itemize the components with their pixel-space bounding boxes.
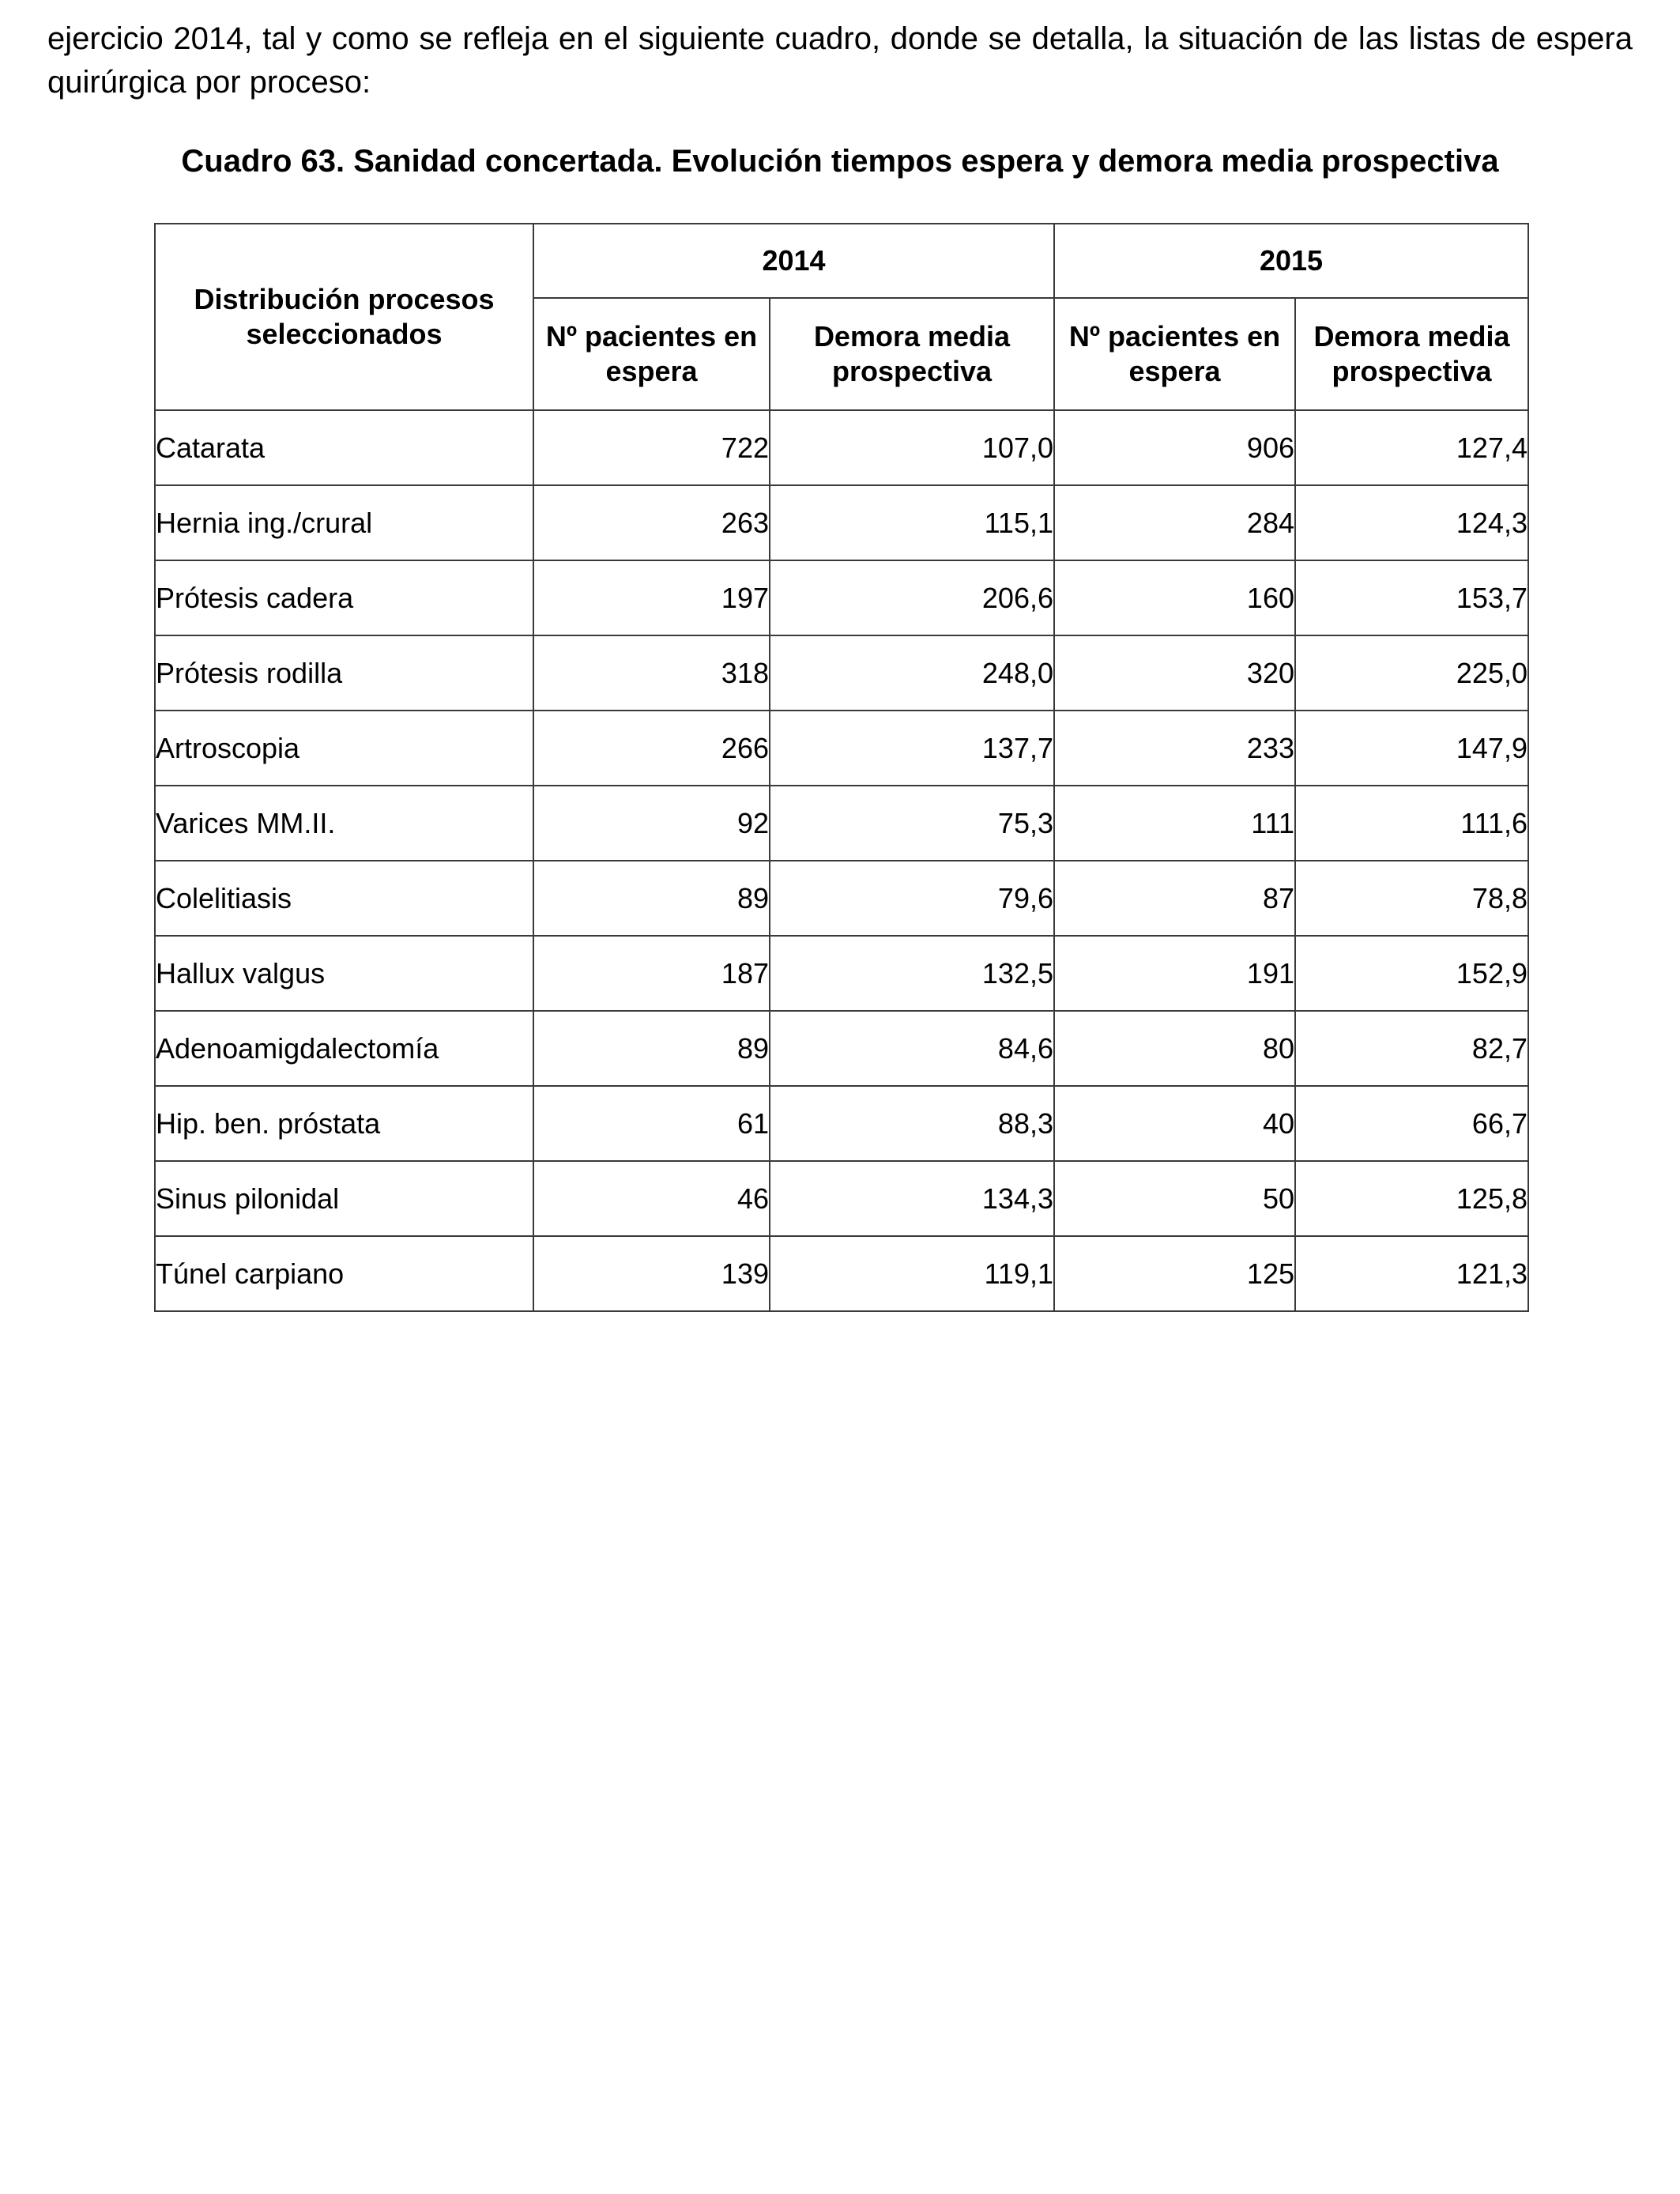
table-body — [155, 410, 1528, 1311]
delay-2014-cell: 132,5 — [770, 936, 1054, 1011]
table-caption: Cuadro 63. Sanidad concertada. Evolución tiempos espera y demora media prospectiva — [181, 144, 1499, 179]
waiting-list-table — [154, 223, 1529, 1312]
process-name: Túnel carpiano — [155, 1236, 533, 1311]
patients-2014-cell: 139 — [533, 1236, 770, 1311]
patients-2015-cell: 906 — [1054, 410, 1295, 485]
delay-2015-cell: 125,8 — [1295, 1161, 1528, 1236]
delay-2014-cell: 88,3 — [770, 1086, 1054, 1161]
process-name: Hallux valgus — [155, 936, 533, 1011]
table-row — [155, 1086, 1528, 1161]
table-row — [155, 560, 1528, 635]
process-name: Hip. ben. próstata — [155, 1086, 533, 1161]
table-row — [155, 1011, 1528, 1086]
delay-2015-cell: 82,7 — [1295, 1011, 1528, 1086]
delay-2014-cell: 248,0 — [770, 635, 1054, 711]
patients-2015-cell: 320 — [1054, 635, 1295, 711]
year-header-2014: 2014 — [533, 224, 1054, 298]
patients-header-2014: Nº pacientes en espera — [533, 298, 770, 410]
process-name: Prótesis cadera — [155, 560, 533, 635]
delay-2014-cell: 206,6 — [770, 560, 1054, 635]
delay-2015-cell: 78,8 — [1295, 861, 1528, 936]
patients-2015-cell: 80 — [1054, 1011, 1295, 1086]
patients-2014-cell: 89 — [533, 861, 770, 936]
process-name: Prótesis rodilla — [155, 635, 533, 711]
process-name: Catarata — [155, 410, 533, 485]
delay-2014-cell: 119,1 — [770, 1236, 1054, 1311]
delay-2015-cell: 111,6 — [1295, 786, 1528, 861]
patients-2014-cell: 46 — [533, 1161, 770, 1236]
patients-2014-cell: 61 — [533, 1086, 770, 1161]
delay-2015-cell: 147,9 — [1295, 711, 1528, 786]
patients-2014-cell: 187 — [533, 936, 770, 1011]
delay-2014-cell: 79,6 — [770, 861, 1054, 936]
delay-header-2014: Demora media prospectiva — [770, 298, 1054, 410]
process-name: Varices MM.II. — [155, 786, 533, 861]
patients-header-2015: Nº pacientes en espera — [1054, 298, 1295, 410]
delay-2015-cell: 225,0 — [1295, 635, 1528, 711]
patients-2015-cell: 40 — [1054, 1086, 1295, 1161]
process-name: Sinus pilonidal — [155, 1161, 533, 1236]
patients-2014-cell: 263 — [533, 485, 770, 560]
patients-2014-cell: 89 — [533, 1011, 770, 1086]
delay-2015-cell: 124,3 — [1295, 485, 1528, 560]
process-name: Hernia ing./crural — [155, 485, 533, 560]
patients-2015-cell: 233 — [1054, 711, 1295, 786]
intro-paragraph: ejercicio 2014, tal y como se refleja en el siguiente cuadro, donde se detalla, la situación de las listas de espera quirúrgica por proceso: — [47, 21, 1633, 100]
patients-2014-cell: 318 — [533, 635, 770, 711]
patients-2015-cell: 87 — [1054, 861, 1295, 936]
patients-2015-cell: 111 — [1054, 786, 1295, 861]
table-row — [155, 635, 1528, 711]
process-name: Artroscopia — [155, 711, 533, 786]
delay-header-2015: Demora media prospectiva — [1295, 298, 1528, 410]
delay-2014-cell: 84,6 — [770, 1011, 1054, 1086]
patients-2015-cell: 50 — [1054, 1161, 1295, 1236]
delay-2014-cell: 115,1 — [770, 485, 1054, 560]
table-row — [155, 786, 1528, 861]
table-row — [155, 410, 1528, 485]
table-row — [155, 861, 1528, 936]
delay-2014-cell: 75,3 — [770, 786, 1054, 861]
table-row — [155, 1236, 1528, 1311]
patients-2015-cell: 160 — [1054, 560, 1295, 635]
patients-2015-cell: 191 — [1054, 936, 1295, 1011]
patients-2014-cell: 92 — [533, 786, 770, 861]
patients-2014-cell: 197 — [533, 560, 770, 635]
delay-2014-cell: 137,7 — [770, 711, 1054, 786]
delay-2014-cell: 134,3 — [770, 1161, 1054, 1236]
process-column-header: Distribución procesos seleccionados — [155, 224, 533, 410]
table-row — [155, 485, 1528, 560]
process-name: Adenoamigdalectomía — [155, 1011, 533, 1086]
delay-2015-cell: 66,7 — [1295, 1086, 1528, 1161]
delay-2015-cell: 121,3 — [1295, 1236, 1528, 1311]
patients-2014-cell: 266 — [533, 711, 770, 786]
year-header-2015: 2015 — [1054, 224, 1528, 298]
delay-2015-cell: 152,9 — [1295, 936, 1528, 1011]
patients-2014-cell: 722 — [533, 410, 770, 485]
delay-2015-cell: 127,4 — [1295, 410, 1528, 485]
table-row — [155, 936, 1528, 1011]
table-row — [155, 1161, 1528, 1236]
delay-2015-cell: 153,7 — [1295, 560, 1528, 635]
patients-2015-cell: 284 — [1054, 485, 1295, 560]
process-name: Colelitiasis — [155, 861, 533, 936]
delay-2014-cell: 107,0 — [770, 410, 1054, 485]
table-row — [155, 711, 1528, 786]
patients-2015-cell: 125 — [1054, 1236, 1295, 1311]
